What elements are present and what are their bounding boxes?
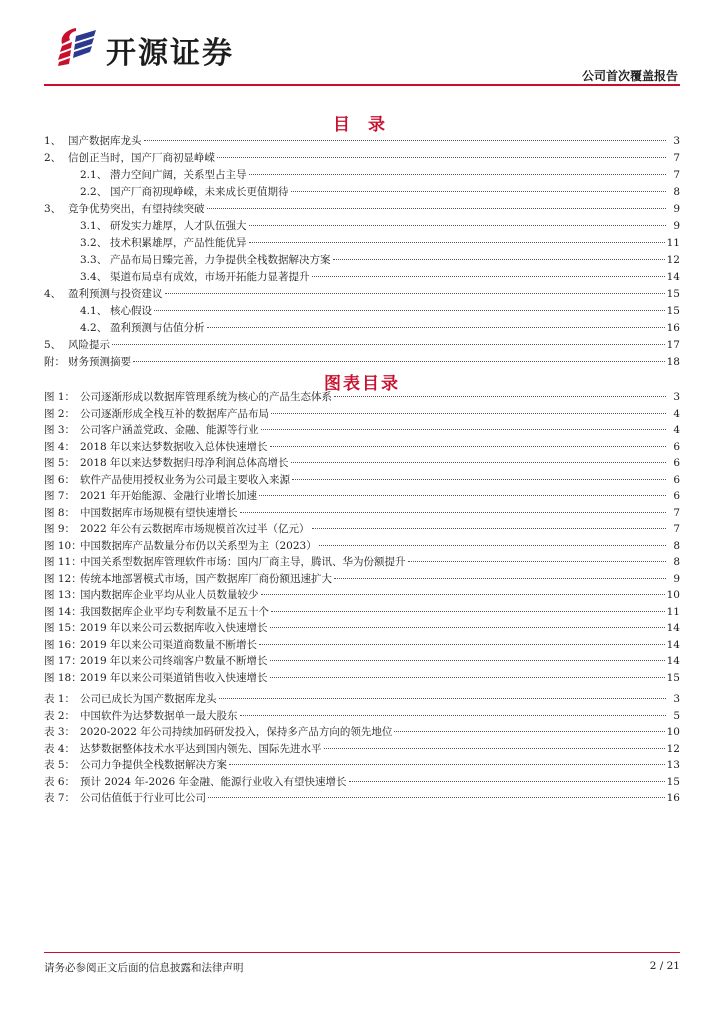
figure-entry[interactable]: [44, 472, 680, 489]
figure-entry-number: 图 12：: [44, 572, 82, 585]
figure-entry-page: 6: [673, 473, 680, 486]
toc-entry-page: 14: [666, 271, 680, 283]
toc-entry[interactable]: [44, 303, 680, 320]
figure-entry-number: 图 4：: [44, 440, 76, 453]
figure-entry-number: 图 18：: [44, 671, 82, 684]
table-entry-number: 表 2：: [44, 709, 76, 722]
figure-entry[interactable]: [44, 505, 680, 522]
dot-leader: [291, 191, 667, 192]
figure-entry-title: 2019 年以来公司云数据库收入快速增长: [80, 622, 268, 634]
dot-leader: [207, 208, 667, 209]
toc-entry-number: 4、: [44, 288, 62, 300]
figure-entry-title: 我国数据库企业平均专利数量不足五十个: [80, 605, 269, 618]
toc-entry-page: 7: [673, 152, 680, 164]
toc-entry[interactable]: [44, 218, 680, 235]
figure-entry-page: 8: [673, 539, 680, 552]
footer-divider: [44, 952, 680, 953]
figure-entry-title: 传统本地部署模式市场，国产数据库厂商份额迅速扩大: [80, 572, 332, 585]
dot-leader: [154, 310, 665, 311]
dot-leader: [259, 495, 666, 496]
figure-entry[interactable]: [44, 455, 680, 472]
footer-disclaimer: 请务必参阅正文后面的信息披露和法律声明: [44, 962, 244, 974]
figure-entry-page: 3: [673, 391, 680, 403]
toc-entry-number: 附：: [44, 356, 65, 368]
table-entry-number: 表 5：: [44, 759, 76, 771]
dot-leader: [112, 344, 665, 345]
figure-entry-title: 2021 年开始能源、金融行业增长加速: [80, 490, 258, 502]
dot-leader: [249, 174, 667, 175]
dot-leader: [249, 242, 665, 243]
toc-entry-number: 2.1、: [80, 169, 108, 181]
figure-entry[interactable]: [44, 488, 680, 505]
dot-leader: [133, 361, 665, 362]
table-entry-number: 表 1：: [44, 693, 76, 705]
table-entry-title: 2020-2022 年公司持续加码研发投入，保持多产品方向的领先地位: [80, 726, 393, 738]
table-entry-page: 13: [666, 759, 680, 771]
figure-entry-number: 图 3：: [44, 424, 76, 436]
dot-leader: [219, 698, 667, 699]
dot-leader: [324, 748, 665, 749]
page-header: [44, 20, 680, 82]
figure-entry[interactable]: [44, 620, 680, 637]
brand-name: 开源证券: [106, 36, 234, 71]
figure-entry[interactable]: [44, 389, 680, 406]
figure-entry[interactable]: [44, 604, 680, 621]
dot-leader: [312, 276, 665, 277]
toc-entry-number: 3.3、: [80, 254, 108, 266]
figure-entry-title: 中国数据库市场规模有望快速增长: [80, 506, 238, 519]
figure-entry[interactable]: [44, 587, 680, 604]
figure-entry-number: 图 7：: [44, 490, 76, 502]
toc-list: [44, 133, 680, 371]
figure-entry-number: 图 16：: [44, 638, 82, 651]
figure-entry-number: 图 8：: [44, 506, 76, 519]
figure-entry-number: 图 17：: [44, 655, 82, 667]
figure-entry-page: 6: [673, 457, 680, 469]
figure-entry-page: 7: [673, 523, 680, 535]
document-type-label: 公司首次覆盖报告: [581, 69, 678, 83]
figure-entry-number: 图 5：: [44, 457, 76, 469]
dot-leader: [334, 578, 666, 579]
toc-entry-title: 风险提示: [68, 339, 110, 351]
figure-list: [44, 389, 680, 686]
toc-entry-number: 1、: [44, 135, 62, 147]
table-entry-number: 表 7：: [44, 792, 76, 804]
figure-entry-title: 中国数据库产品数量分布仍以关系型为主（2023）: [80, 539, 317, 552]
toc-entry[interactable]: [44, 201, 680, 218]
figure-entry[interactable]: [44, 554, 680, 571]
toc-entry-page: 12: [666, 254, 680, 266]
figure-entry-title: 2019 年以来公司终端客户数量不断增长: [80, 655, 268, 667]
table-entry-page: 12: [666, 742, 680, 755]
table-entry-title: 预计 2024 年-2026 年金融、能源行业收入有望快速增长: [80, 775, 347, 788]
figure-entry-page: 8: [673, 556, 680, 568]
dot-leader: [270, 627, 665, 628]
dot-leader: [291, 462, 666, 463]
dot-leader: [312, 528, 666, 529]
dot-leader: [249, 225, 667, 226]
toc-entry[interactable]: [44, 133, 680, 150]
toc-entry-title: 研发实力雄厚，人才队伍强大: [110, 220, 247, 232]
figure-entry[interactable]: [44, 670, 680, 687]
dot-leader: [270, 660, 665, 661]
table-entry-page: 15: [666, 775, 680, 788]
toc-entry-page: 17: [666, 339, 680, 351]
figure-entry[interactable]: [44, 406, 680, 423]
figure-entry-page: 14: [666, 622, 680, 634]
figure-entry-number: 图 15：: [44, 622, 82, 634]
dot-leader: [240, 715, 667, 716]
figure-entry-page: 4: [673, 407, 680, 420]
table-entry-number: 表 3：: [44, 726, 76, 738]
figure-entry-number: 图 6：: [44, 473, 76, 486]
dot-leader: [240, 512, 667, 513]
toc-entry-title: 盈利预测与估值分析: [110, 322, 205, 334]
table-entry[interactable]: [44, 691, 680, 708]
toc-entry[interactable]: [44, 150, 680, 167]
dot-leader: [261, 429, 667, 430]
dot-leader: [259, 644, 665, 645]
figure-entry-title: 2019 年以来公司渠道商数量不断增长: [80, 638, 258, 651]
table-entry-number: 表 4：: [44, 742, 76, 755]
dot-leader: [319, 545, 666, 546]
figure-entry[interactable]: [44, 521, 680, 538]
toc-entry-number: 2.2、: [80, 186, 108, 198]
figure-entry[interactable]: [44, 538, 680, 555]
table-entry-title: 公司估值低于行业可比公司: [80, 792, 206, 804]
dot-leader: [408, 561, 667, 562]
table-entry-title: 达梦数据整体技术水平达到国内领先、国际先进水平: [80, 742, 322, 755]
toc-entry-page: 16: [666, 322, 680, 334]
table-entry[interactable]: [44, 790, 680, 807]
figure-entry[interactable]: [44, 571, 680, 588]
figure-entry-number: 图 1：: [44, 391, 76, 403]
table-entry-page: 5: [673, 709, 680, 722]
dot-leader: [334, 396, 666, 397]
figure-entry-number: 图 2：: [44, 407, 76, 420]
figure-entry-title: 公司逐渐形成全栈互补的数据库产品布局: [80, 407, 269, 420]
toc-entry[interactable]: [44, 235, 680, 252]
figure-entry-page: 6: [673, 440, 680, 453]
figure-entry-page: 7: [673, 506, 680, 519]
figure-entry-title: 2018 年以来达梦数据收入总体快速增长: [80, 440, 268, 453]
toc-entry[interactable]: [44, 167, 680, 184]
toc-entry-page: 9: [673, 220, 680, 232]
figure-entry-page: 10: [666, 589, 680, 601]
toc-entry-title: 盈利预测与投资建议: [68, 288, 163, 300]
figure-entry[interactable]: [44, 439, 680, 456]
table-entry-number: 表 6：: [44, 775, 76, 788]
toc-entry-number: 3.4、: [80, 271, 108, 283]
figure-entry[interactable]: [44, 637, 680, 654]
figure-entry-page: 4: [673, 424, 680, 436]
dot-leader: [394, 731, 664, 732]
toc-entry-page: 15: [666, 305, 680, 317]
table-entry[interactable]: [44, 708, 680, 725]
dot-leader: [144, 140, 667, 141]
toc-entry-page: 7: [673, 169, 680, 181]
toc-entry-page: 18: [666, 356, 680, 368]
header-divider: [44, 84, 680, 86]
toc-entry-number: 3.2、: [80, 237, 108, 249]
toc-entry-page: 11: [666, 237, 680, 249]
figure-entry-page: 14: [666, 638, 680, 651]
toc-entry-page: 9: [673, 203, 680, 215]
toc-entry[interactable]: [44, 184, 680, 201]
toc-entry-number: 5、: [44, 339, 62, 351]
dot-leader: [229, 764, 665, 765]
toc-entry-number: 2、: [44, 152, 62, 164]
figure-entry[interactable]: [44, 422, 680, 439]
dot-leader: [165, 293, 665, 294]
dot-leader: [270, 446, 666, 447]
toc-entry-page: 8: [673, 186, 680, 198]
figure-entry-number: 图 13：: [44, 589, 82, 601]
table-entry[interactable]: [44, 741, 680, 758]
figure-entry-title: 公司逐渐形成以数据库管理系统为核心的产品生态体系: [80, 391, 332, 403]
dot-leader: [349, 781, 665, 782]
table-entry-title: 中国软件为达梦数据单一最大股东: [80, 709, 238, 722]
toc-entry-title: 国产数据库龙头: [68, 135, 142, 147]
dot-leader: [217, 157, 666, 158]
toc-entry-title: 渠道布局卓有成效，市场开拓能力显著提升: [110, 271, 310, 283]
dot-leader: [207, 327, 665, 328]
toc-entry-page: 3: [673, 135, 680, 147]
toc-entry-title: 财务预测摘要: [68, 356, 131, 368]
table-entry-page: 3: [673, 693, 680, 705]
figure-entry-title: 2019 年以来公司渠道销售收入快速增长: [80, 671, 268, 684]
page-number: 2 / 21: [649, 960, 680, 972]
toc-title: 目 录: [333, 115, 391, 135]
figure-entry-number: 图 10：: [44, 539, 82, 552]
toc-entry-title: 信创正当时，国产厂商初显峥嵘: [68, 152, 215, 164]
dot-leader: [271, 611, 665, 612]
toc-entry-page: 15: [666, 288, 680, 300]
toc-entry-number: 3.1、: [80, 220, 108, 232]
figure-entry-title: 国内数据库企业平均从业人员数量较少: [80, 589, 259, 601]
figure-entry-number: 图 14：: [44, 605, 82, 618]
table-entry-title: 公司已成长为国产数据库龙头: [80, 693, 217, 705]
toc-entry[interactable]: [44, 286, 680, 303]
figure-entry-title: 2022 年公有云数据库市场规模首次过半（亿元）: [80, 523, 310, 535]
figure-entry-title: 2018 年以来达梦数据归母净利润总体高增长: [80, 457, 289, 469]
figure-entry[interactable]: [44, 653, 680, 670]
toc-entry[interactable]: [44, 320, 680, 337]
figure-entry-page: 11: [666, 605, 680, 618]
table-entry[interactable]: [44, 724, 680, 741]
dot-leader: [333, 259, 665, 260]
toc-entry-title: 产品布局日臻完善，力争提供全栈数据解决方案: [110, 254, 331, 266]
dot-leader: [270, 677, 665, 678]
table-entry-title: 公司力争提供全栈数据解决方案: [80, 759, 227, 771]
figure-entry-title: 中国关系型数据库管理软件市场：国内厂商主导，腾讯、华为份额提升: [80, 556, 406, 568]
figure-list-title: 图表目录: [324, 374, 400, 394]
toc-entry-number: 4.1、: [80, 305, 108, 317]
figure-entry-number: 图 11：: [44, 556, 82, 568]
toc-entry[interactable]: [44, 337, 680, 354]
figure-entry-number: 图 9：: [44, 523, 76, 535]
toc-entry-number: 4.2、: [80, 322, 108, 334]
figure-entry-page: 6: [673, 490, 680, 502]
table-entry-page: 10: [666, 726, 680, 738]
toc-entry-title: 国产厂商初现峥嵘，未来成长更值期待: [110, 186, 289, 198]
figure-entry-page: 15: [666, 671, 680, 684]
toc-entry-title: 核心假设: [110, 305, 152, 317]
dot-leader: [292, 479, 666, 480]
dot-leader: [261, 594, 665, 595]
figure-entry-title: 公司客户涵盖党政、金融、能源等行业: [80, 424, 259, 436]
figure-entry-page: 14: [666, 655, 680, 667]
toc-entry[interactable]: [44, 269, 680, 286]
dot-leader: [271, 413, 666, 414]
toc-entry[interactable]: [44, 252, 680, 269]
toc-entry-title: 竞争优势突出，有望持续突破: [68, 203, 205, 215]
toc-entry-number: 3、: [44, 203, 62, 215]
toc-entry-title: 技术积累雄厚，产品性能优异: [110, 237, 247, 249]
dot-leader: [208, 797, 665, 798]
table-entry[interactable]: [44, 757, 680, 774]
figure-entry-title: 软件产品使用授权业务为公司最主要收入来源: [80, 473, 290, 486]
table-entry[interactable]: [44, 774, 680, 791]
table-entry-page: 16: [666, 792, 680, 804]
figure-entry-page: 9: [673, 572, 680, 585]
brand-logo-icon: [56, 26, 100, 66]
toc-entry-title: 潜力空间广阔，关系型占主导: [110, 169, 247, 181]
table-list: [44, 691, 680, 807]
